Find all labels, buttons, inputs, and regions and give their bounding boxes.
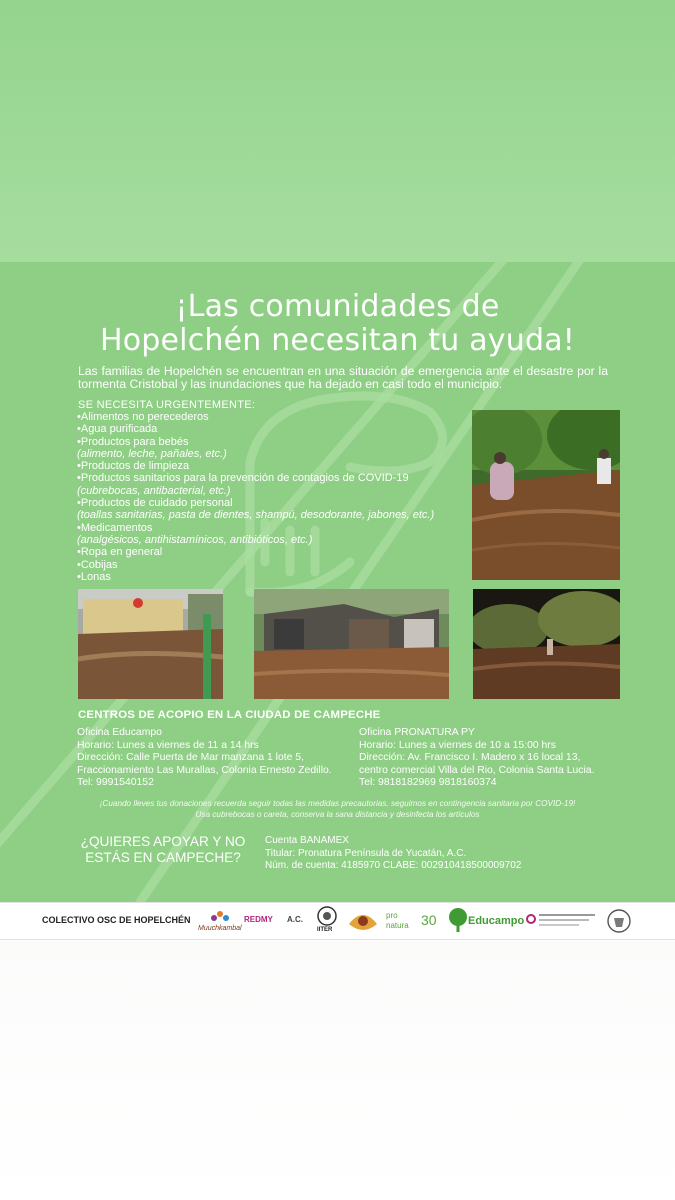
needs-list-item: •Agua purificada — [77, 423, 158, 436]
needs-list-item: •Alimentos no perecederos — [77, 411, 209, 423]
office-name: Oficina PRONATURA PY — [359, 727, 475, 738]
seal-icon — [313, 906, 341, 928]
title-line-2: Hopelchén necesitan tu ayuda! — [99, 323, 576, 358]
bank-details — [265, 835, 521, 873]
intro-paragraph: Las familias de Hopelchén se encuentran en una situación de emergencia ante el desastre por la tormenta Cristobal y las inundaciones que ha dejado en casi todo el municipio. — [78, 364, 608, 391]
needs-list-item: •Ropa en general — [77, 546, 163, 559]
office-address-1: Dirección: Calle Puerta de Mar manzana 1 lote 5, — [77, 752, 304, 764]
logo-thirty-text: 30 — [421, 912, 437, 928]
fundacion-mark-icon — [525, 906, 599, 936]
logo-educampo-text: Educampo — [468, 915, 525, 927]
logo-redmy-suffix: A.C. — [287, 915, 303, 924]
office-phone: Tel: 9818182969 9818160374 — [359, 777, 497, 789]
needs-list-item: •Lonas — [77, 570, 111, 583]
logo-iiter-text: IITER — [317, 927, 333, 933]
office-hours: Horario: Lunes a viernes de 10 a 15:00 hrs — [359, 739, 556, 751]
office-phone: Tel: 9991540152 — [77, 777, 154, 789]
needs-list-item: •Productos sanitarios para la prevención de contagios de COVID-19 — [77, 472, 409, 485]
support-question — [73, 834, 253, 866]
logo-educampo — [447, 906, 525, 936]
needs-list-item: •Medicamentos — [77, 521, 153, 534]
bank-number: Núm. de cuenta: 4185970 CLABE: 002910418500009702 — [265, 860, 522, 871]
logo-pronatura — [384, 906, 416, 936]
office-hours: Horario: Lunes a viernes de 11 a 14 hrs — [77, 739, 259, 751]
top-green-band — [0, 0, 675, 262]
needs-list-note: (alimento, leche, pañales, etc.) — [77, 447, 227, 460]
needs-list-item: •Productos para bebés — [77, 435, 189, 448]
bank-holder: Titular: Pronatura Península de Yucatán, A.C. — [265, 847, 467, 859]
needs-list-note: (analgésicos, antihistamínicos, antibióticos, etc.) — [77, 533, 313, 546]
needs-list-item: •Productos de limpieza — [77, 460, 190, 473]
logo-fundacion — [525, 906, 599, 936]
office-name: Oficina Educampo — [77, 727, 162, 738]
tree-icon — [447, 908, 469, 934]
logo-redmy-text: REDMY — [244, 915, 273, 924]
logo-pronatura-prefix: pro — [386, 911, 398, 920]
collection-centers-heading: CENTROS DE ACOPIO EN LA CIUDAD DE CAMPECHE — [78, 709, 381, 721]
partners-footer — [0, 902, 675, 940]
needs-heading: SE NECESITA URGENTEMENTE: — [78, 399, 256, 411]
footer-label: COLECTIVO OSC DE HOPELCHÉN — [42, 915, 191, 925]
logo-muuchkambal — [198, 906, 240, 936]
office-pronatura — [359, 727, 634, 790]
office-address-1: Dirección: Av. Francisco I. Madero x 16 local 13, — [359, 752, 581, 764]
office-educampo — [77, 727, 367, 790]
logo-thirty-years — [418, 906, 444, 936]
needs-list-item: •Cobijas — [77, 558, 118, 571]
bank-account: Cuenta BANAMEX — [265, 835, 349, 846]
needs-list-note: (toallas sanitarias, pasta de dientes, shampú, desodorante, jabones, etc.) — [77, 509, 435, 522]
question-line-1: ¿QUIERES APOYAR Y NO — [80, 834, 246, 849]
crest-icon — [606, 906, 632, 936]
precautions-line-1: ¡Cuando lleves tus donaciones recuerda seguir todas las medidas precautorias, seguimos en contingencia sanitaria por COVID-19! — [99, 799, 576, 808]
emblem-icon — [346, 906, 380, 936]
question-line-2: ESTÁS EN CAMPECHE? — [85, 850, 241, 865]
precautions-line-2: Usa cubrebocas o careta, conserva la sana distancia y desinfecta los artículos — [195, 809, 480, 819]
logo-pronatura-text: natura — [386, 921, 409, 930]
logo-redmy — [244, 906, 304, 936]
needs-list-note: (cubrebocas, antibacterial, etc.) — [77, 484, 231, 497]
logo-iiter — [313, 906, 341, 936]
office-address-2: centro comercial Villa del Rio, Colonia Santa Lucia. — [359, 764, 595, 776]
needs-list-item: •Productos de cuidado personal — [77, 497, 233, 510]
logo-muuchkambal-text: Muuchkambal — [198, 925, 242, 932]
logo-municipal-seal — [606, 906, 632, 936]
title-line-1: ¡Las comunidades de — [175, 289, 500, 324]
photo-night-flood — [473, 589, 620, 699]
photo-flooded-houses — [254, 589, 449, 699]
office-address-2: Fraccionamiento Las Murallas, Colonia Ernesto Zedillo. — [77, 764, 332, 776]
poster-title — [0, 290, 675, 358]
needs-list — [77, 411, 477, 583]
logo-campeche-seal — [346, 906, 380, 936]
photo-flooded-street — [78, 589, 223, 699]
precautions-note — [0, 799, 675, 820]
poster — [0, 262, 675, 902]
photo-flooded-path — [472, 410, 620, 580]
